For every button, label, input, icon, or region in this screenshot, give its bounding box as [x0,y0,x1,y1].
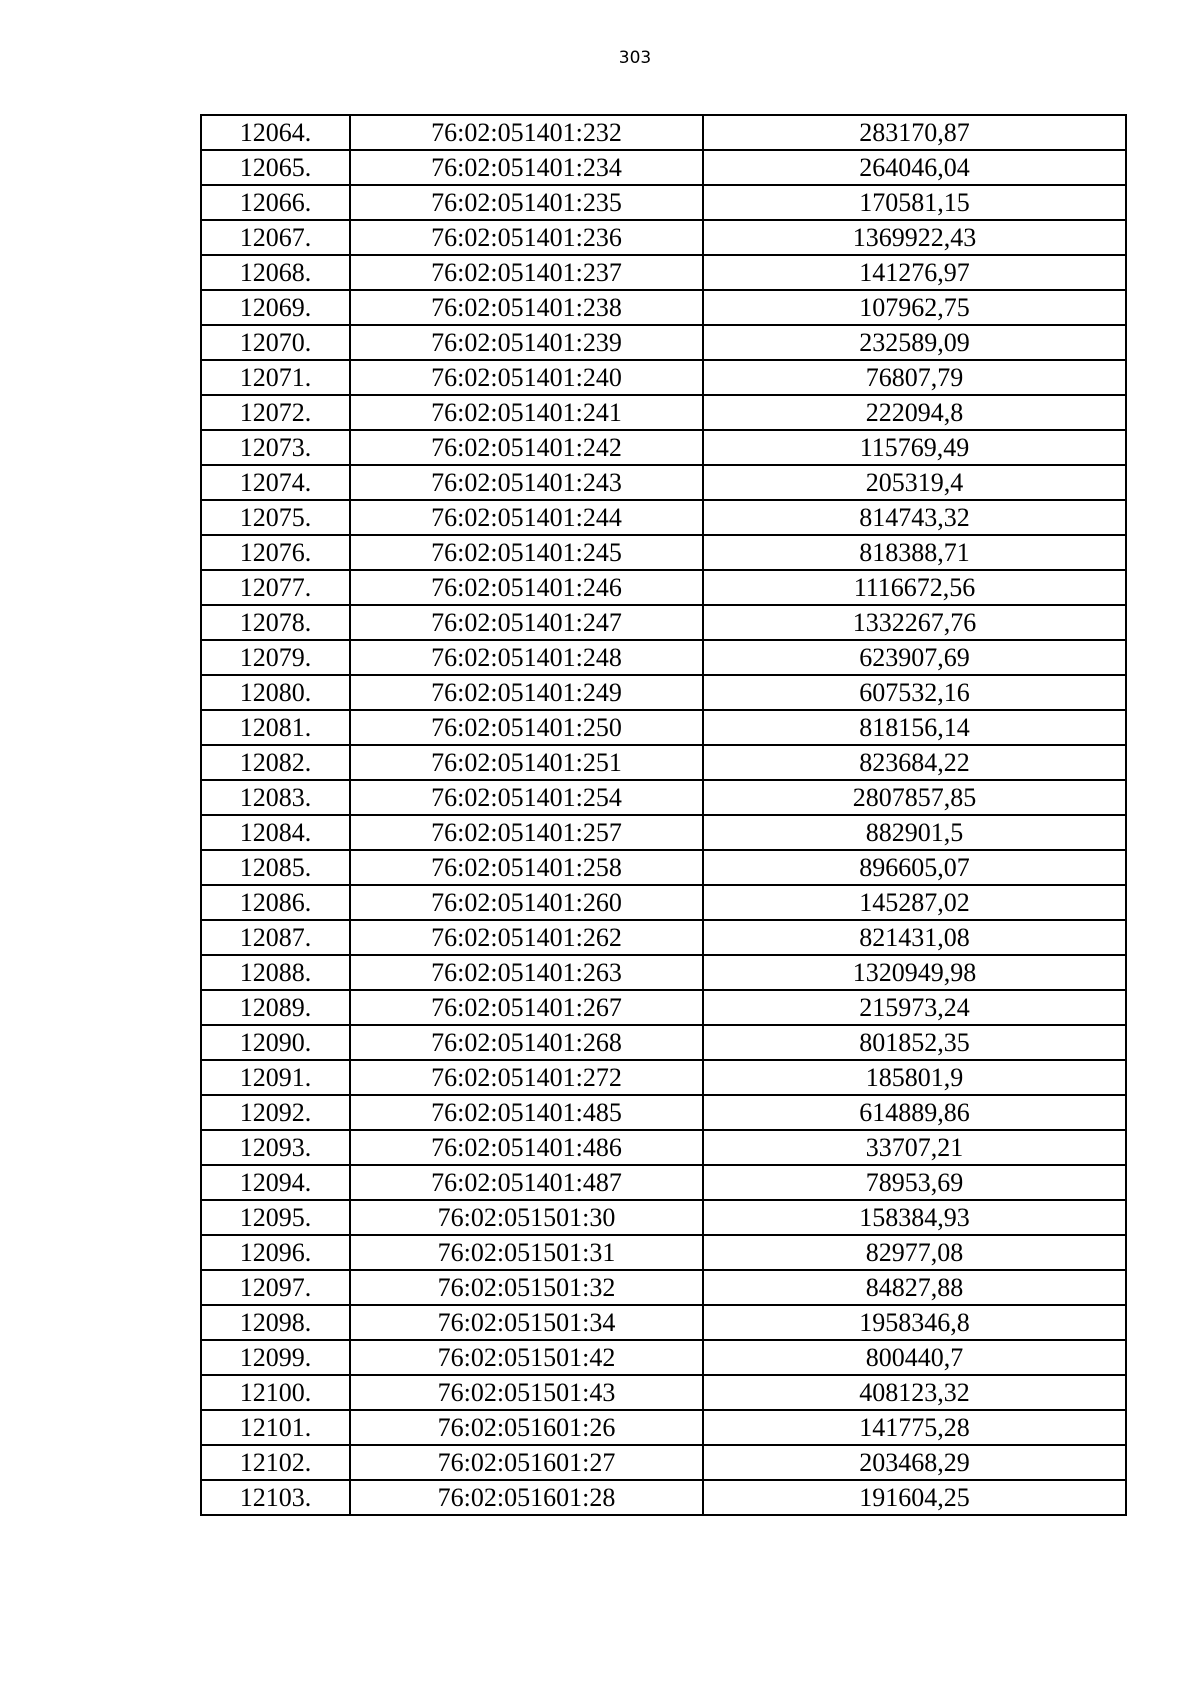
row-number-cell: 12075. [201,500,350,535]
cadastral-number-cell: 76:02:051401:272 [350,1060,703,1095]
row-number-cell: 12088. [201,955,350,990]
table-row [201,570,1126,605]
row-number-cell: 12079. [201,640,350,675]
cadastral-value-cell: 203468,29 [703,1445,1126,1480]
row-number-cell: 12066. [201,185,350,220]
cadastral-number-cell: 76:02:051401:239 [350,325,703,360]
cadastral-value-cell: 1958346,8 [703,1305,1126,1340]
cadastral-value-table [200,114,1127,1516]
cadastral-value-cell: 76807,79 [703,360,1126,395]
row-number-cell: 12071. [201,360,350,395]
table-row [201,395,1126,430]
cadastral-number-cell: 76:02:051501:32 [350,1270,703,1305]
cadastral-number-cell: 76:02:051401:232 [350,115,703,150]
cadastral-value-cell: 145287,02 [703,885,1126,920]
row-number-cell: 12073. [201,430,350,465]
row-number-cell: 12086. [201,885,350,920]
cadastral-value-cell: 115769,49 [703,430,1126,465]
table-row [201,1305,1126,1340]
row-number-cell: 12070. [201,325,350,360]
cadastral-number-cell: 76:02:051401:267 [350,990,703,1025]
cadastral-value-cell: 408123,32 [703,1375,1126,1410]
cadastral-value-cell: 141276,97 [703,255,1126,290]
table-row [201,710,1126,745]
cadastral-number-cell: 76:02:051401:242 [350,430,703,465]
cadastral-value-cell: 801852,35 [703,1025,1126,1060]
cadastral-value-cell: 215973,24 [703,990,1126,1025]
table-row [201,290,1126,325]
cadastral-number-cell: 76:02:051401:485 [350,1095,703,1130]
table-row [201,990,1126,1025]
cadastral-number-cell: 76:02:051401:249 [350,675,703,710]
cadastral-number-cell: 76:02:051501:42 [350,1340,703,1375]
table-row [201,1340,1126,1375]
table-row [201,220,1126,255]
table-row [201,605,1126,640]
cadastral-number-cell: 76:02:051401:487 [350,1165,703,1200]
cadastral-number-cell: 76:02:051401:246 [350,570,703,605]
row-number-cell: 12083. [201,780,350,815]
cadastral-value-cell: 33707,21 [703,1130,1126,1165]
cadastral-value-cell: 896605,07 [703,850,1126,885]
table-row [201,1165,1126,1200]
row-number-cell: 12065. [201,150,350,185]
row-number-cell: 12090. [201,1025,350,1060]
cadastral-value-cell: 141775,28 [703,1410,1126,1445]
row-number-cell: 12091. [201,1060,350,1095]
row-number-cell: 12080. [201,675,350,710]
cadastral-number-cell: 76:02:051401:250 [350,710,703,745]
row-number-cell: 12093. [201,1130,350,1165]
table-row [201,430,1126,465]
cadastral-number-cell: 76:02:051401:257 [350,815,703,850]
cadastral-number-cell: 76:02:051501:34 [350,1305,703,1340]
row-number-cell: 12069. [201,290,350,325]
cadastral-value-cell: 170581,15 [703,185,1126,220]
cadastral-number-cell: 76:02:051401:236 [350,220,703,255]
cadastral-value-cell: 107962,75 [703,290,1126,325]
table-row [201,255,1126,290]
table-row [201,1200,1126,1235]
row-number-cell: 12096. [201,1235,350,1270]
cadastral-number-cell: 76:02:051401:258 [350,850,703,885]
table-row [201,920,1126,955]
table-row [201,885,1126,920]
row-number-cell: 12081. [201,710,350,745]
cadastral-value-cell: 232589,09 [703,325,1126,360]
row-number-cell: 12085. [201,850,350,885]
cadastral-value-cell: 607532,16 [703,675,1126,710]
table-row [201,1095,1126,1130]
row-number-cell: 12098. [201,1305,350,1340]
cadastral-value-cell: 1332267,76 [703,605,1126,640]
cadastral-value-cell: 78953,69 [703,1165,1126,1200]
cadastral-value-cell: 623907,69 [703,640,1126,675]
row-number-cell: 12078. [201,605,350,640]
table-row [201,815,1126,850]
cadastral-number-cell: 76:02:051401:244 [350,500,703,535]
cadastral-value-cell: 818388,71 [703,535,1126,570]
row-number-cell: 12102. [201,1445,350,1480]
cadastral-value-cell: 821431,08 [703,920,1126,955]
table-row [201,325,1126,360]
row-number-cell: 12064. [201,115,350,150]
table-row [201,465,1126,500]
row-number-cell: 12072. [201,395,350,430]
cadastral-number-cell: 76:02:051401:251 [350,745,703,780]
row-number-cell: 12100. [201,1375,350,1410]
cadastral-value-cell: 1116672,56 [703,570,1126,605]
cadastral-number-cell: 76:02:051401:234 [350,150,703,185]
cadastral-number-cell: 76:02:051601:28 [350,1480,703,1515]
table-row [201,1025,1126,1060]
cadastral-value-cell: 205319,4 [703,465,1126,500]
cadastral-number-cell: 76:02:051401:262 [350,920,703,955]
row-number-cell: 12084. [201,815,350,850]
cadastral-number-cell: 76:02:051401:260 [350,885,703,920]
page-number: 303 [618,48,652,68]
row-number-cell: 12101. [201,1410,350,1445]
table-row [201,1235,1126,1270]
cadastral-value-cell: 84827,88 [703,1270,1126,1305]
cadastral-value-cell: 82977,08 [703,1235,1126,1270]
row-number-cell: 12097. [201,1270,350,1305]
table-body [201,115,1126,1515]
table-row [201,1270,1126,1305]
cadastral-value-cell: 222094,8 [703,395,1126,430]
cadastral-value-cell: 1320949,98 [703,955,1126,990]
table-row [201,955,1126,990]
cadastral-value-cell: 818156,14 [703,710,1126,745]
cadastral-number-cell: 76:02:051401:245 [350,535,703,570]
row-number-cell: 12082. [201,745,350,780]
row-number-cell: 12099. [201,1340,350,1375]
row-number-cell: 12095. [201,1200,350,1235]
cadastral-number-cell: 76:02:051401:263 [350,955,703,990]
row-number-cell: 12076. [201,535,350,570]
table-row [201,150,1126,185]
table-row [201,1130,1126,1165]
cadastral-number-cell: 76:02:051501:43 [350,1375,703,1410]
cadastral-number-cell: 76:02:051601:27 [350,1445,703,1480]
row-number-cell: 12087. [201,920,350,955]
row-number-cell: 12094. [201,1165,350,1200]
cadastral-number-cell: 76:02:051401:235 [350,185,703,220]
table-row [201,850,1126,885]
table-row [201,115,1126,150]
table-row [201,1410,1126,1445]
cadastral-number-cell: 76:02:051401:240 [350,360,703,395]
row-number-cell: 12092. [201,1095,350,1130]
table-row [201,1480,1126,1515]
table-row [201,745,1126,780]
row-number-cell: 12077. [201,570,350,605]
table-row [201,1060,1126,1095]
table-row [201,780,1126,815]
table-row [201,640,1126,675]
cadastral-value-cell: 814743,32 [703,500,1126,535]
cadastral-number-cell: 76:02:051501:30 [350,1200,703,1235]
cadastral-value-cell: 283170,87 [703,115,1126,150]
cadastral-value-cell: 1369922,43 [703,220,1126,255]
cadastral-value-cell: 614889,86 [703,1095,1126,1130]
cadastral-number-cell: 76:02:051401:237 [350,255,703,290]
cadastral-value-cell: 882901,5 [703,815,1126,850]
cadastral-number-cell: 76:02:051401:247 [350,605,703,640]
cadastral-value-cell: 191604,25 [703,1480,1126,1515]
cadastral-number-cell: 76:02:051401:254 [350,780,703,815]
cadastral-number-cell: 76:02:051401:268 [350,1025,703,1060]
cadastral-value-cell: 264046,04 [703,150,1126,185]
cadastral-number-cell: 76:02:051401:238 [350,290,703,325]
table-row [201,500,1126,535]
row-number-cell: 12089. [201,990,350,1025]
table-row [201,535,1126,570]
cadastral-value-cell: 158384,93 [703,1200,1126,1235]
cadastral-number-cell: 76:02:051501:31 [350,1235,703,1270]
table-row [201,185,1126,220]
row-number-cell: 12103. [201,1480,350,1515]
row-number-cell: 12068. [201,255,350,290]
cadastral-number-cell: 76:02:051401:241 [350,395,703,430]
row-number-cell: 12074. [201,465,350,500]
cadastral-number-cell: 76:02:051401:486 [350,1130,703,1165]
cadastral-value-cell: 823684,22 [703,745,1126,780]
table-row [201,1375,1126,1410]
cadastral-value-cell: 185801,9 [703,1060,1126,1095]
table-row [201,360,1126,395]
cadastral-number-cell: 76:02:051401:243 [350,465,703,500]
cadastral-number-cell: 76:02:051401:248 [350,640,703,675]
table-row [201,675,1126,710]
cadastral-number-cell: 76:02:051601:26 [350,1410,703,1445]
table-row [201,1445,1126,1480]
row-number-cell: 12067. [201,220,350,255]
cadastral-value-cell: 2807857,85 [703,780,1126,815]
cadastral-value-cell: 800440,7 [703,1340,1126,1375]
